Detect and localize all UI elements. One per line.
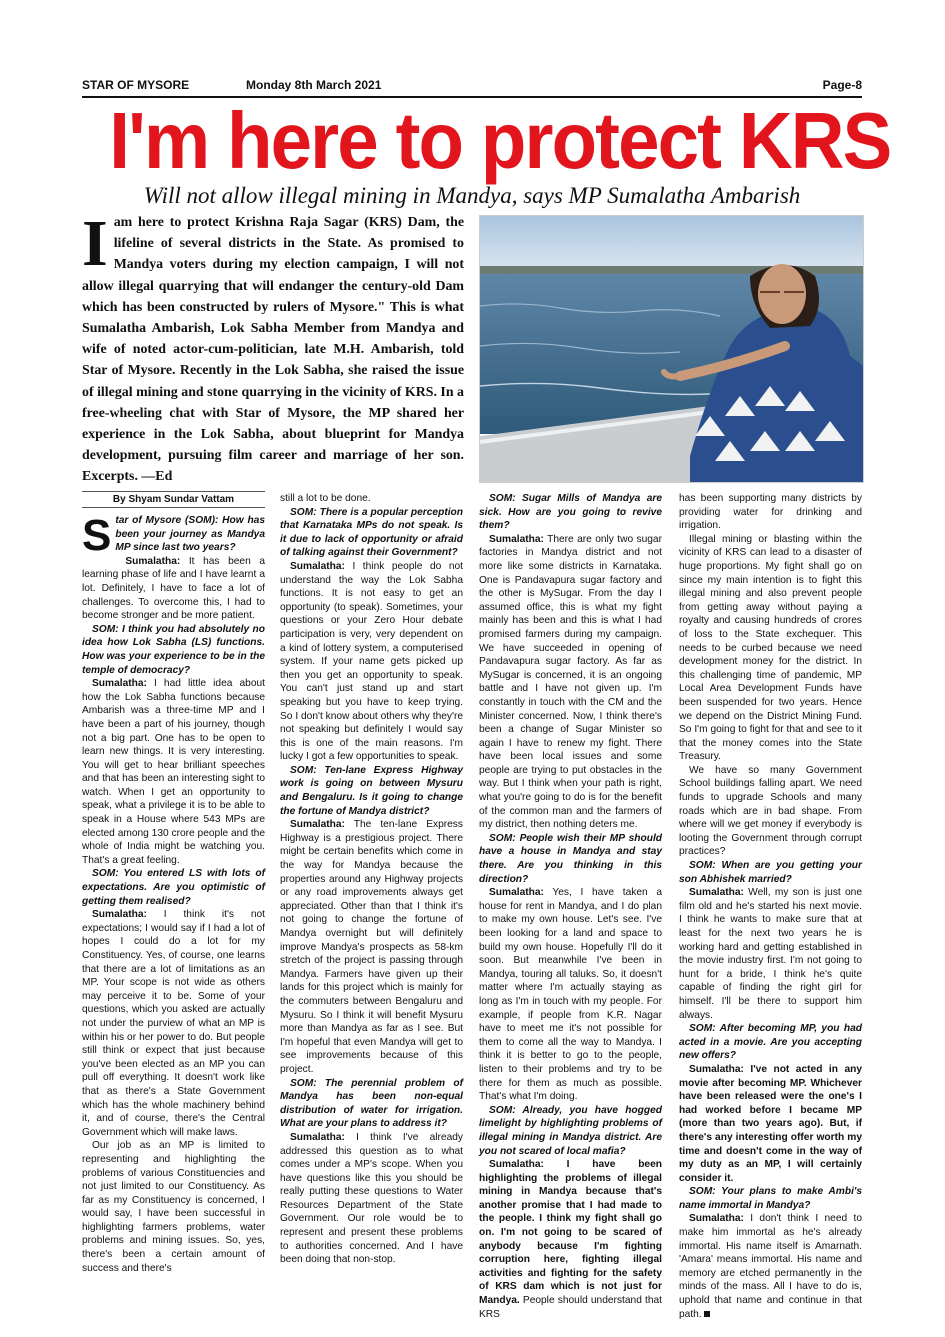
speaker-label: Sumalatha: [92,909,147,921]
question: SOM: People wish their MP should have a house in Mandya and stay there. Are you thinking in this direction? [479,832,662,885]
speaker-label: Sumalatha: [489,1159,544,1171]
headline: I'm here to protect KRS [109,96,891,185]
answer: There are only two sugar factories in Mandya district and not more like some districts in Karnataka. One is Pandavapura sugar factory and the other is MySugar. From the day I assumed office, this is what my fight mainly has been and this is what I had promised farmers during my campaign. We have succeeded in opening of Pandavapura sugar factory. As far as MySugar is concerned, it is an ongoing battle and I have not given up. I'm constantly in touch with the CM and the Minister concerned. Now, I think there's been a change of Sugar Minister so again I have to renew my fight. There have been local issues and some people are trying to put obstacles in the way. But I think when your path is right, what you're going to do is for the benefit of the common man and the farmers of my district, then nothing deters me. [479,533,662,831]
issue-date: Monday 8th March 2021 [246,78,382,92]
answer-emphasis: I have been highlighting the problems of illegal mining in Mandya because that's another promise that I had made to the people. I think my fight shall go on. I'm not going to be scared of anybody because I'm fighting corruption here, fighting illegal activities and fighting for the safety of KRS dam which is not just for Mandya. [479,1159,662,1307]
question: SOM: Your plans to make Ambi's name immortal in Mandya? [679,1186,862,1211]
speaker-label: Sumalatha: [290,1131,345,1143]
speaker-label: Sumalatha: [290,560,345,572]
intro-dropcap: I [82,207,108,280]
paper-name: STAR OF MYSORE [82,78,190,92]
answer: Well, my son is just one film old and he's started his next movie. I think he wants to make sure that at least for the next two years he is working hard and getting established in the movie industry first. I'm not going to hunt for a bride, I think he's quite capable of finding the right girl for himself. I'll be there to support him always. [679,887,862,1021]
article-column-4 [679,492,862,1320]
answer: The ten-lane Express Highway is a prestigious project. There might be certain benefits which come in the way for Mandya because the properties around any Highway projects or any road improvements always get appreciated. Other than that I think it's not going to change the fortune of Mandya overnight but will definitely improve Mandya's prospects as 58-km stretch of the project is passing through Mandya. Farmers have given up their lands for this project which is mainly for the commuters between Bengaluru and Mysuru. So I think it will benefit Mysuru more than Mandya as far as I see. But I'm hopeful that even Mandya will get to see improvements because of this project. [280,819,463,1075]
article-column-2 [280,492,463,1272]
paragraph: We have so many Government School buildings falling apart. We need funds to upgrade Schools and many roads which are in bad shape. From where will we get money if everybody is looting the Government through corrupt practices? [679,764,862,858]
paragraph: Our job as an MP is limited to representing and highlighting the problems of various Constituencies and not just limited to our Constituency. As far as my Constituency is concerned, I would say, I have been successful in highlighting farmers problems, water problems and mining issues. So, yes, there's been a certain amount of success and there's [82,1140,265,1274]
question: SOM: You entered LS with lots of expectations. Are you optimistic of getting them realised? [82,868,265,907]
paragraph: Illegal mining or blasting within the vicinity of KRS can lead to a disaster of huge proportions. My fight shall go on since my main intention is to fight this illegal mining and also prevent people from getting away without paying a royalty and causing hundreds of crores of loss to the State exchequer. This needs to be curbed because we need development money for the district. In this challenging time of pandemic, MP Local Area Development Funds have been suspended for two years. Hence we depend on the District Mining Fund. So I'm going to fight for that and see to it that the money comes into the State Treasury. [679,533,862,763]
intro-paragraph [82,207,464,485]
article-column-3 [479,492,662,1320]
answer: It has been a learning phase of life and I have learnt a lot. Definitely, I have to face a lot of challenges. To overcome this, I had to become stronger and be more patient. [82,555,265,622]
speaker-label: Sumalatha: [689,1213,744,1225]
answer: I think I've already addressed this question as to what comes under a MP's scope. When you have questions like this you should be really putting these questions to Water Resources Department of the State Government. Our role would be to represent and present these problems to authorities concerned. And I have been doing that non-stop. [280,1131,463,1266]
byline: By Shyam Sundar Vattam [82,491,265,508]
question: SOM: After becoming MP, you had acted in a movie. Are you accepting new offers? [679,1023,862,1062]
speaker-label: Sumalatha: [489,887,544,899]
question: SOM: Ten-lane Express Highway work is going on between Mysuru and Bengaluru. Is it going to change the fortune of Mandya district? [280,764,463,817]
question: SOM: I think you had absolutely no idea how Lok Sabha (LS) functions. How was your experience to be in the temple of democracy? [82,623,265,676]
question: SOM: When are you getting your son Abhishek married? [679,860,862,885]
photo-sumalatha-at-krs [479,215,864,483]
subheadline: Will not allow illegal mining in Mandya, says MP Sumalatha Ambarish [143,183,801,208]
answer: I had little idea about how the Lok Sabha functions because Ambarish was a three-time MP and I have been a part of his journey, though not a big part. One has to be open to learn new things. It is very interesting. You will get to hear brilliant speeches and that has been an interesting sight to watch. When I get an opportunity to speak, what a privilege it is to be able to speak in a House where 543 MPs are elected among 130 crore people and the whole of India might be watching you. That's a great feeling. [82,678,265,866]
question: tar of Mysore (SOM): How has been your journey as Mandya MP since last two years? [115,515,265,554]
answer: I don't think I need to make him immortal as he's already immortal. His name itself is Amarnath. 'Amara' means immortal. His name and memory are etched permanently in the minds of the mass. All I have to do is, uphold that name and continue in that path. [679,1213,862,1320]
end-mark [704,1311,710,1317]
question: SOM: The perennial problem of Mandya has been non-equal distribution of water for irrigation. What are your plans to address it? [280,1077,463,1130]
question: SOM: Already, you have hogged limelight by highlighting problems of illegal mining in Mandya district. Are you not scared of local mafia? [479,1104,662,1157]
page-number: Page-8 [822,78,862,92]
answer: Yes, I have taken a house for rent in Mandya, and I do plan to make my own house. Let's see. I've been looking for a land and space to build my own house. Hopefully I'll do it soon. But meanwhile I've been in Mandya, touring all taluks. So, it doesn't matter where I'm actually staying as long as I'm in touch with my people. For example, if people from K.R. Nagar have to meet me it's not possible for them to come all the way to Mandya. I think it is better to go to the people, listen to their problems and try to be there for them as much as possible. That's what I'm doing. [479,887,662,1103]
paragraph: has been supporting many districts by providing water for drinking and irrigation. [679,493,862,532]
column-dropcap: S [82,511,112,560]
answer-emphasis: I've not acted in any movie after becoming MP. Whichever have been released were the one's I had worked before I became MP (more than two years ago). But, if there's any interesting offer worth my time and doesn't come in the way of my duty as an MP, I will certainly consider it. [679,1063,862,1184]
speaker-label: Sumalatha: [689,887,744,899]
answer: I think it's not expectations; I would say if I had a lot of hopes I could do a lot for my Constituency. Yes, of course, one learns that there are a lot of limitations as an MP. Your scope is not wide as others may perceive it to be. Some of your questions, which you asked are actually not under the purview of what an MP is within his or her power to do. But people still think or expect that just because you've been elected as an MP you can pull off everything. It doesn't work like that as there's a State Government which has the whole machinery behind it, and of course, there's the Central Government which will make laws. [82,909,265,1138]
question: SOM: There is a popular perception that Karnataka MPs do not speak. Is it due to lack of opportunity or afraid of talking against their Government? [280,506,463,559]
speaker-label: Sumalatha: [489,533,544,545]
speaker-label: Sumalatha: [689,1063,744,1075]
article-column-1 [82,511,265,1274]
masthead [82,78,862,94]
intro-text: am here to protect Krishna Raja Sagar (KRS) Dam, the lifeline of several districts in the State. As promised to Mandya voters during my election campaign, I will not allow illegal quarrying that will endanger the century-old Dam which has been constructed by rulers of Mysore." This is what Sumalatha Ambarish, Lok Sabha Member from Mandya and wife of noted actor-cum-politician, late M.H. Ambarish, told Star of Mysore. Recently in the Lok Sabha, she raised the issue of illegal mining and stone quarrying in the vicinity of KRS. In a free-wheeling chat with Star of Mysore, the MP shared her experience in the Lok Sabha, about blueprint for Mandya development, pursuing film career and marriage of her son. Excerpts. —Ed [82,215,464,485]
speaker-label: Sumalatha: [125,555,181,567]
speaker-label: Sumalatha: [290,819,345,831]
question: SOM: Sugar Mills of Mandya are sick. How are you going to revive them? [479,493,662,532]
paragraph: still a lot to be done. [280,493,371,504]
speaker-label: Sumalatha: [92,678,147,690]
photo-illustration [480,216,863,482]
answer: People should understand that KRS [479,1295,662,1320]
answer: I think people do not understand the way the Lok Sabha functions. It is not easy to get an opportunity (to speak). Sometimes, your questions or your Zero Hour debate participation is very, very dependent on a kind of lottery system, a computerised system. If your name gets picked up then you get an opportunity to speak. You can't just stand up and start speaking but you have to keep trying. So I don't know about others why they're not speaking but definitely I would say this is one of the main reasons. I'm lucky I got a few opportunities to speak. [280,560,463,763]
